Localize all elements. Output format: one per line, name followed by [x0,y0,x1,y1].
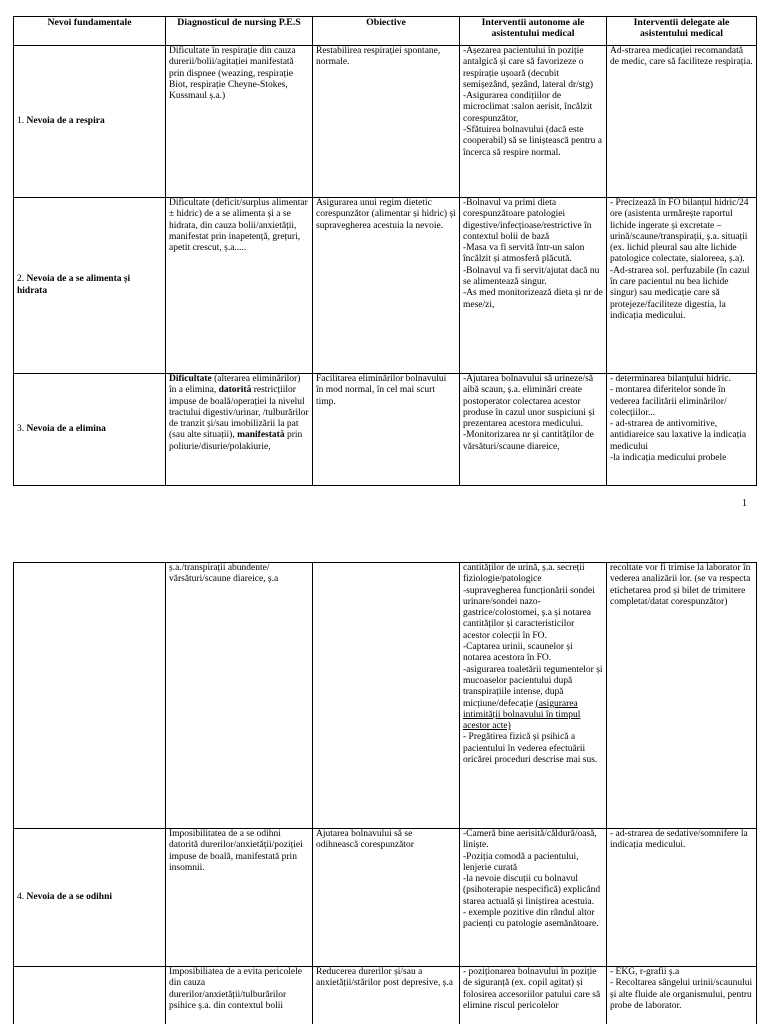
header-delegated: Interventii delegate ale asistentului medical [607,17,757,46]
diagnosis-cell: ș.a./transpirații abundente/ vărsături/scaune diareice, ș.a [166,563,313,829]
autonomous-cell: -Cameră bine aerisită/căldură/oasă, liniște. -Poziția comodă a pacientului, lenjerie curată -la nevoie discuții cu bolnavul (psihoterapie nespecifică) explicând starea actuală și liniștirea acestuia. - exemple pozitive din rândul altor pacienți cu patologie asemănătoare. [460,829,607,967]
autonomous-cell: cantităților de urină, ș.a. secreții fiziologie/patologice -supravegherea funcționării sondei urinare/sondei nazo-gastrice/colostomei, ș.a și notarea cantităților și caracteristicilor acestor colecții în FO. -Captarea urinii, scaunelor și notarea acestora în FO. -asigurarea toaletării tegumentelor și mucoaselor pacientului după transpirațiile intense, după micțiune/defecație (asigurarea intimității bolnavului în timpul acestor acte) - Pregătirea fizică și psihică a pacientului în vederea efectuării oricărei proceduri descrise mai sus. [460,563,607,829]
objective-cell: Facilitarea eliminărilor bolnavului în mod normal, în cel mai scurt timp. [313,374,460,486]
diagnosis-cell: Dificultate (deficit/surplus alimentar ± hidric) de a se alimenta și a se hidrata, din cauza bolii/anxietății, manifestat prin inapetență, grețuri, apetit crescut, ș.a..... [166,198,313,374]
document-page-2 [0,562,768,1024]
table-header-row [14,17,757,46]
header-objectives: Obiective [313,17,460,46]
header-needs: Nevoi fundamentale [14,17,166,46]
autonomous-cell: -Ajutarea bolnavului să urineze/să aibă scaun, ș.a. eliminări create postoperator colectarea acestor produse în cazul unor suspiciuni și prezentarea acestora medicului. -Monitorizarea nr și cantităților de vărsături/scaune diareice, [460,374,607,486]
objective-cell: Reducerea durerilor și/sau a anxietății/stărilor post depresive, ș.a [313,967,460,1024]
diagnosis-cell: Imposibilitatea de a se odihni datorită durerilor/anxietății/poziției impuse de boală, manifestată prin insomnii. [166,829,313,967]
nursing-care-table [13,16,757,486]
diagnosis-cell: Imposibiliatea de a evita pericolele din cauza durerilor/anxietății/tulburărilor psihice ș.a. din contextul bolii [166,967,313,1024]
table-row [14,829,757,967]
table-row [14,46,757,198]
objective-cell: Restabilirea respirației spontane, normale. [313,46,460,198]
table-row [14,374,757,486]
autonomous-cell: -Așezarea pacientului în poziție antalgică și care să favorizeze o respirație ușoară (decubit semișezând, șezând, lateral dr/stg) -Asigurarea condițiilor de microclimat :salon aerisit, încălzit corespunzător, -Sfătuirea bolnavului (dacă este cooperabil) să se liniștească pentru a încerca să respire normal. [460,46,607,198]
header-diagnosis: Diagnosticul de nursing P.E.S [166,17,313,46]
need-cell: 4. Nevoia de a se odihni [14,829,166,967]
table-row [14,198,757,374]
underlined-note: (asigurarea intimității bolnavului în timpul acestor acte) [463,698,581,732]
delegated-cell: - determinarea bilanțului hidric. - montarea diferitelor sonde în vederea facilitării eliminărilor/ colecțiilor... - ad-strarea de antivomitive, antidiareice sau laxative la indicația medicului -la indicația medicului probele [607,374,757,486]
delegated-cell: - ad-strarea de sedative/somnifere la indicația medicului. [607,829,757,967]
need-cell: 2. Nevoia de a se alimenta și hidrata [14,198,166,374]
delegated-cell: recoltate vor fi trimise la laborator în vederea analizării lor. (se va respecta etichetarea prod și bilet de trimitere completat/datat corespunzător) [607,563,757,829]
nursing-care-table-continued [13,562,757,1024]
delegated-cell: Ad-strarea medicației recomandată de medic, care să faciliteze respirația. [607,46,757,198]
objective-cell: Asigurarea unui regim dietetic corespunzător (alimentar și hidric) și supravegherea acestuia la nevoie. [313,198,460,374]
table-row [14,563,757,829]
table-row [14,967,757,1024]
objective-cell [313,563,460,829]
need-cell: 1. Nevoia de a respira [14,46,166,198]
need-cell: 3. Nevoia de a elimina [14,374,166,486]
diagnosis-cell: Dificultate în respirație din cauza durerii/bolii/agitației manifestată prin dispnee (weazing, respirație Biot, respirație Cheyne-Stokes, Kussmaul ș.a.) [166,46,313,198]
header-autonomous: Interventii autonome ale asistentului medical [460,17,607,46]
need-cell [14,967,166,1024]
need-cell [14,563,166,829]
page-number: 1 [742,498,747,509]
objective-cell: Ajutarea bolnavului să se odihnească corespunzător [313,829,460,967]
autonomous-cell: -Bolnavul va primi dieta corespunzătoare patologiei digestive/infecțioase/restrictive în contextul bolii de bază -Masa va fi servită într-un salon încălzit și atmosferă plăcută. -Bolnavul va fi servit/ajutat dacă nu se alimentează singur. -As med monitorizează dieta și nr de mese/zi, [460,198,607,374]
diagnosis-cell: Dificultate (alterarea eliminărilor) în a elimina, datorită restricțiilor impuse de boală/operației la nivelul tractului digestiv/urinar, /tulburărilor de tranzit și/sau imobilizării la pat (sau alte situații), manifestată prin poliurie/disurie/polakiurie, [166,374,313,486]
delegated-cell: - Precizează în FO bilanțul hidric/24 ore (asistenta urmărește raportul lichide ingerate și excretate – urină/scaune/transpirații, ș.a. situații (ex. lichid pleural sau alte lichide patologice colectate, sialoreea, ș.a). -Ad-strarea sol. perfuzabile (în cazul în care pacientul nu bea lichide singur) sau medicație care să protejeze/faciliteze digestia, la indicația medicului. [607,198,757,374]
delegated-cell: - EKG, r-grafii ș.a - Recoltarea sângelui urinii/scaunului și alte fluide ale organismului, pentru probe de laborator. [607,967,757,1024]
autonomous-cell: - poziționarea bolnavului în poziție de siguranță (ex. copil agitat) și folosirea accesoriilor patului care să elimine riscul pericolelor [460,967,607,1024]
page-gap [0,548,768,562]
